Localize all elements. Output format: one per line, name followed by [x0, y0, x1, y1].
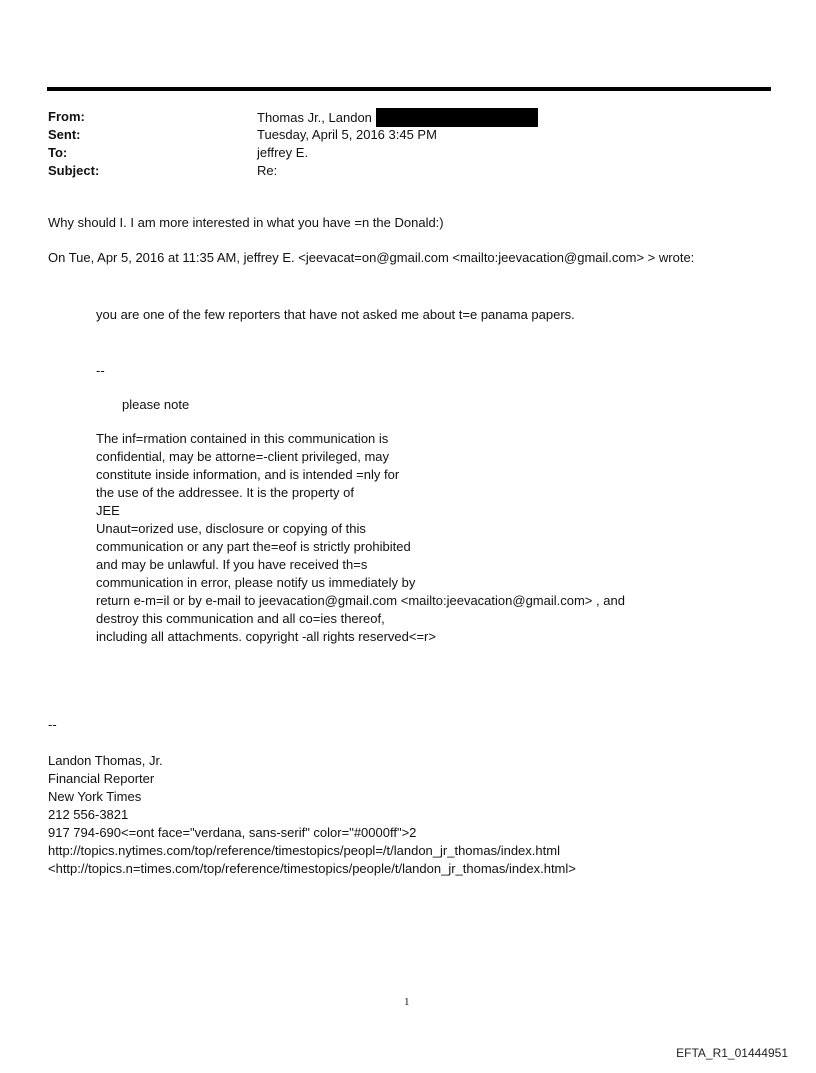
signature-block: [48, 752, 576, 878]
disclaimer-line: destroy this communication and all co=ies thereof,: [96, 611, 385, 626]
signature-url-link: <http://topics.n=times.com/top/reference/timestopics/people/t/landon_jr_thomas/index.html>: [48, 861, 576, 876]
disclaimer-line: the use of the addressee. It is the property of: [96, 485, 354, 500]
subject-value: Re:: [257, 163, 278, 178]
signature-name: Landon Thomas, Jr.: [48, 753, 163, 768]
page-number: 1: [404, 996, 410, 1008]
disclaimer-line: including all attachments. copyright -all rights reserved<=r>: [96, 629, 436, 644]
quoted-separator: --: [96, 363, 105, 378]
header-rule: [47, 87, 771, 91]
document-id: EFTA_R1_01444951: [676, 1046, 788, 1060]
disclaimer-line: communication in error, please notify us immediately by: [96, 575, 416, 590]
signature-phone: 212 556-3821: [48, 807, 129, 822]
disclaimer-line: and may be unlawful. If you have received th=s: [96, 557, 368, 572]
disclaimer-line: JEE: [96, 503, 120, 518]
to-value: jeffrey E.: [257, 145, 309, 160]
disclaimer-block: [96, 430, 625, 646]
signature-phone-2: 917 794-690<=ont face="verdana, sans-serif" color="#0000ff">2: [48, 825, 417, 840]
quoted-message: you are one of the few reporters that have not asked me about t=e panama papers.: [96, 307, 575, 322]
redaction-box: [376, 108, 538, 127]
signature-org: New York Times: [48, 789, 142, 804]
please-note: please note: [122, 397, 190, 412]
reply-text: Why should I. I am more interested in what you have =n the Donald:): [48, 215, 444, 230]
disclaimer-line: return e-m=il or by e-mail to jeevacation@gmail.com <mailto:jeevacation@gmail.com> , and: [96, 593, 625, 608]
quote-intro: On Tue, Apr 5, 2016 at 11:35 AM, jeffrey E. <jeevacat=on@gmail.com <mailto:jeevacation@gmail.com> > wrote:: [48, 250, 695, 265]
to-label: To:: [48, 145, 68, 160]
disclaimer-line: The inf=rmation contained in this communication is: [96, 431, 389, 446]
signature-separator: --: [48, 717, 57, 732]
signature-title: Financial Reporter: [48, 771, 155, 786]
from-label: From:: [48, 109, 85, 124]
disclaimer-line: Unaut=orized use, disclosure or copying of this: [96, 521, 366, 536]
subject-label: Subject:: [48, 163, 100, 178]
sent-value: Tuesday, April 5, 2016 3:45 PM: [257, 127, 437, 142]
disclaimer-line: confidential, may be attorne=-client privileged, may: [96, 449, 390, 464]
sent-label: Sent:: [48, 127, 81, 142]
disclaimer-line: communication or any part the=eof is strictly prohibited: [96, 539, 411, 554]
signature-url: http://topics.nytimes.com/top/reference/timestopics/peopl=/t/landon_jr_thomas/index.html: [48, 843, 560, 858]
from-name: Thomas Jr., Landon: [257, 110, 372, 125]
disclaimer-line: constitute inside information, and is intended =nly for: [96, 467, 400, 482]
from-value: [257, 108, 538, 127]
